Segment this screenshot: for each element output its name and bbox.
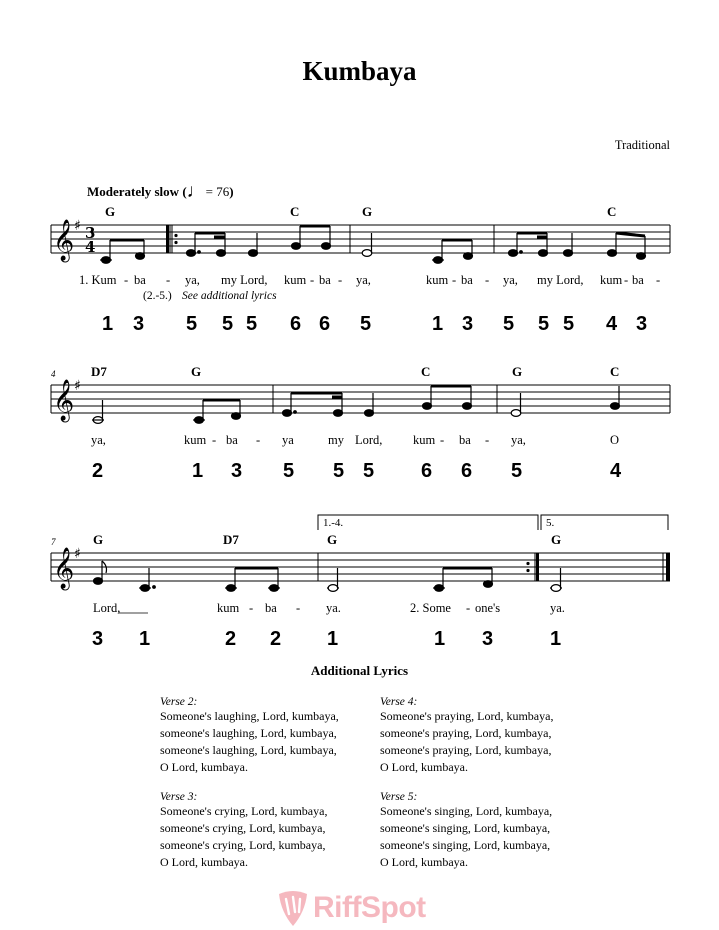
verse-4 <box>380 696 553 776</box>
verse-line: someone's praying, Lord, kumbaya, <box>380 726 552 740</box>
lyric-hyphen: - <box>124 273 129 287</box>
chord-symbol: G <box>327 532 338 547</box>
lyric-hyphen: - <box>656 273 661 287</box>
lyric-syllable: kum <box>184 433 207 447</box>
scale-degree: 5 <box>186 313 198 335</box>
verse-line: O Lord, kumbaya. <box>160 855 248 869</box>
tempo-value: = 76 <box>205 184 230 199</box>
verse-line: someone's singing, Lord, kumbaya, <box>380 838 551 852</box>
guitar-pick-icon <box>275 888 311 928</box>
lyric-syllable: ya, <box>503 273 518 287</box>
chord-symbol: G <box>512 364 523 379</box>
chord-symbol: G <box>551 532 562 547</box>
chord-symbol: C <box>610 364 620 379</box>
chord-symbol: G <box>362 204 373 219</box>
lyric-hyphen: - <box>310 273 315 287</box>
scale-degree: 3 <box>636 313 648 335</box>
lyric-hyphen: - <box>485 273 490 287</box>
lyric-hyphen: - <box>485 433 490 447</box>
scale-degree: 5 <box>222 313 234 335</box>
lyric-syllable: ba <box>461 273 473 287</box>
lyric-syllable: kum <box>284 273 307 287</box>
verse-2 <box>160 696 339 776</box>
verse-line: someone's crying, Lord, kumbaya, <box>160 821 326 835</box>
scale-degree: 5 <box>503 313 515 335</box>
staff-lines-system-2 <box>51 385 670 413</box>
lyric-syllable: ya, <box>91 433 106 447</box>
verse-line: O Lord, kumbaya. <box>380 760 468 774</box>
riffspot-watermark <box>275 888 475 928</box>
verse-line: Someone's singing, Lord, kumbaya, <box>380 804 553 818</box>
lyric-syllable: one's <box>475 601 501 615</box>
lyric-syllable: 2. Some <box>410 601 451 615</box>
verse-line: Someone's crying, Lord, kumbaya, <box>160 804 328 818</box>
composer-credit: Traditional <box>614 138 670 152</box>
scale-degree: 1 <box>327 628 339 650</box>
first-ending-label: 1.-4. <box>323 517 344 529</box>
verse-line: someone's laughing, Lord, kumbaya, <box>160 743 337 757</box>
verse-line: someone's singing, Lord, kumbaya, <box>380 821 551 835</box>
lyric-hyphen: - <box>452 273 457 287</box>
lyric-hyphen: - <box>296 601 301 615</box>
scale-degree: 1 <box>192 460 204 482</box>
scale-degree: 6 <box>421 460 433 482</box>
scale-degree: 5 <box>283 460 295 482</box>
verse-line: someone's laughing, Lord, kumbaya, <box>160 726 337 740</box>
lyric-syllable: kum <box>413 433 436 447</box>
scale-degree: 2 <box>225 628 237 650</box>
lyric-hyphen: - <box>624 273 629 287</box>
lyric-syllable: ya <box>282 433 294 447</box>
chord-symbol: C <box>421 364 431 379</box>
scale-degree: 1 <box>434 628 446 650</box>
lyric-syllable: kum <box>426 273 449 287</box>
lyric-syllable: ba <box>226 433 238 447</box>
lyric-syllable: ya. <box>550 601 565 615</box>
treble-clef-icon: 𝄞 <box>53 380 75 421</box>
tempo-text: Moderately slow <box>87 184 180 199</box>
additional-lyrics-heading: Additional Lyrics <box>310 663 409 678</box>
treble-clef-icon: 𝄞 <box>53 548 75 589</box>
verse-3 <box>160 791 327 871</box>
scale-degree: 6 <box>461 460 473 482</box>
scale-degree: 1 <box>432 313 444 335</box>
quarter-note-icon: ♩ <box>186 181 206 202</box>
lyric-syllable: my Lord, <box>221 273 268 287</box>
scale-degree: 3 <box>482 628 494 650</box>
verse-line: someone's praying, Lord, kumbaya, <box>380 743 552 757</box>
lyric-syllable: ya, <box>356 273 371 287</box>
lyric-syllable: ba <box>319 273 331 287</box>
scale-degree: 4 <box>606 313 618 335</box>
verse-label: Verse 4: <box>380 696 418 708</box>
scale-degree: 4 <box>610 460 622 482</box>
lyric-syllable: Lord, <box>93 601 121 615</box>
scale-degree: 2 <box>92 460 104 482</box>
lyric-syllable: kum <box>600 273 623 287</box>
verse-line: O Lord, kumbaya. <box>160 760 248 774</box>
lyric-syllable: my <box>328 433 344 447</box>
key-signature-sharp-icon: ♯ <box>74 218 81 234</box>
lyric-syllable: my Lord, <box>537 273 584 287</box>
lyric-hyphen: - <box>249 601 254 615</box>
lyric-syllable: ya, <box>185 273 200 287</box>
lyric-syllable: 1. Kum <box>79 273 117 287</box>
verse-label: Verse 2: <box>160 696 198 708</box>
chord-symbol: G <box>191 364 202 379</box>
lyric-syllable: ba <box>632 273 644 287</box>
scale-degree: 3 <box>462 313 474 335</box>
lyric-syllable: Lord, <box>355 433 383 447</box>
scale-degree: 5 <box>246 313 258 335</box>
scale-degree: 3 <box>133 313 145 335</box>
scale-degree: 5 <box>563 313 575 335</box>
alt-lyrics-note: See additional lyrics <box>182 290 277 302</box>
measure-number: 7 <box>51 537 56 547</box>
scale-degree: 1 <box>102 313 114 335</box>
scale-degree: 3 <box>92 628 104 650</box>
time-signature-top: 3 <box>85 224 96 242</box>
scale-degree: 5 <box>363 460 375 482</box>
lyric-hyphen: - <box>440 433 445 447</box>
verse-label: Verse 5: <box>380 791 418 803</box>
lyric-hyphen: - <box>466 601 471 615</box>
lyric-syllable: ba <box>134 273 146 287</box>
verse-line: someone's crying, Lord, kumbaya, <box>160 838 326 852</box>
song-title: Kumbaya <box>302 56 417 86</box>
verse-line: Someone's praying, Lord, kumbaya, <box>380 709 554 723</box>
key-signature-sharp-icon: ♯ <box>74 378 81 394</box>
lyric-syllable: ba <box>265 601 277 615</box>
lyric-hyphen: - <box>338 273 343 287</box>
verse-line: Someone's laughing, Lord, kumbaya, <box>160 709 339 723</box>
staff-lines-system-3 <box>51 553 670 581</box>
scale-degree: 6 <box>319 313 331 335</box>
lyric-syllable: ya, <box>511 433 526 447</box>
alt-lyrics-prefix: (2.-5.) <box>143 290 172 302</box>
scale-degree: 6 <box>290 313 302 335</box>
chord-symbol: C <box>607 204 617 219</box>
lyric-hyphen: - <box>212 433 217 447</box>
chord-symbol: G <box>105 204 116 219</box>
treble-clef-icon: 𝄞 <box>53 220 75 261</box>
scale-degree: 5 <box>360 313 372 335</box>
key-signature-sharp-icon: ♯ <box>74 546 81 562</box>
lyric-hyphen: - <box>166 273 171 287</box>
verse-line: O Lord, kumbaya. <box>380 855 468 869</box>
notes-system-3 <box>94 561 563 591</box>
logo-wordmark: RiffSpot <box>313 891 426 924</box>
second-ending-label: 5. <box>546 517 555 529</box>
verse-5 <box>380 791 552 871</box>
lyric-syllable: ya. <box>326 601 341 615</box>
scale-degree: 5 <box>538 313 550 335</box>
scale-degree: 5 <box>333 460 345 482</box>
chord-symbol: C <box>290 204 300 219</box>
lyric-syllable: kum <box>217 601 240 615</box>
chord-symbol: G <box>93 532 104 547</box>
scale-degree: 1 <box>550 628 562 650</box>
measure-number: 4 <box>51 369 56 379</box>
scale-degree: 1 <box>139 628 151 650</box>
time-signature-bottom: 4 <box>85 238 96 256</box>
scale-degree: 5 <box>511 460 523 482</box>
chord-symbol: D7 <box>223 532 239 547</box>
lyric-syllable: ba <box>459 433 471 447</box>
lyric-hyphen: - <box>256 433 261 447</box>
scale-degree: 2 <box>270 628 282 650</box>
chord-symbol: D7 <box>91 364 107 379</box>
scale-degree: 3 <box>231 460 243 482</box>
lyric-syllable: O <box>610 433 620 447</box>
verse-label: Verse 3: <box>160 791 198 803</box>
tempo-marking: Moderately slow (♩= 76) <box>87 181 234 202</box>
